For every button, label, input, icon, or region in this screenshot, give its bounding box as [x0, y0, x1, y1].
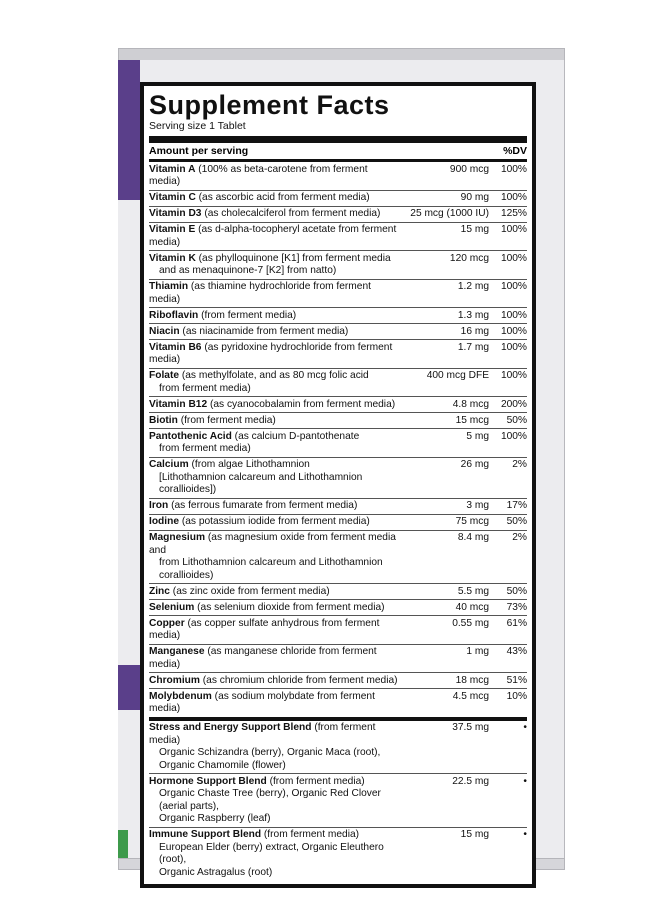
nutrient-row — [149, 515, 527, 531]
nutrient-source-cont: from Lithothamnion calcareum and Lithothamnion corallioides) — [159, 557, 383, 581]
nutrient-dv: 100% — [500, 163, 527, 175]
nutrient-name-cell — [149, 516, 403, 529]
nutrient-name: Iodine — [149, 516, 179, 527]
nutrient-name-cell — [149, 399, 403, 412]
nutrient-source: (as potassium iodide from ferment media) — [181, 516, 370, 527]
nutrient-name-cell — [149, 459, 403, 497]
nutrient-amount: 900 mcg — [449, 163, 489, 175]
nutrient-dv: 100% — [500, 430, 527, 442]
blend-dv: • — [523, 829, 527, 840]
nutrient-dv: 43% — [506, 646, 527, 657]
nutrient-row — [149, 689, 527, 721]
blend-source: (from ferment media) — [263, 829, 360, 840]
blend-source: (from ferment media) — [269, 775, 365, 787]
blend-ingredients: Organic Chaste Tree (berry), Organic Red Clover (aerial parts), — [159, 788, 381, 812]
nutrient-name-cell — [149, 646, 403, 671]
blend-ingredients-cont: Organic Raspberry (leaf) — [159, 813, 271, 824]
nutrient-row — [149, 280, 527, 309]
blend-source: (from ferment media) — [149, 722, 376, 746]
nutrient-row — [149, 369, 527, 398]
nutrient-dv: 50% — [506, 516, 527, 527]
nutrient-row — [149, 308, 527, 324]
nutrient-source: (as methylfolate, and as 80 mcg folic acid — [181, 370, 369, 381]
nutrient-source: (100% as beta-carotene from ferment media) — [149, 163, 368, 187]
purple-brand-band — [118, 60, 140, 860]
nutrient-name: Folate — [149, 370, 180, 381]
nutrient-amount: 40 mcg — [455, 601, 489, 613]
nutrient-source: (from ferment media) — [201, 309, 297, 321]
nutrient-name: Riboflavin — [149, 309, 199, 321]
nutrient-source: (as magnesium oxide from ferment media and — [149, 532, 396, 556]
nutrient-name: Magnesium — [149, 532, 206, 543]
nutrient-name-cell — [149, 691, 403, 716]
nutrient-row — [149, 223, 527, 252]
nutrient-dv: 51% — [506, 674, 527, 686]
nutrient-dv: 100% — [500, 192, 527, 203]
nutrient-dv: 10% — [506, 690, 527, 702]
nutrient-dv: 17% — [506, 500, 527, 511]
nutrient-name-cell — [149, 602, 403, 615]
nutrient-amount: 15 mcg — [455, 414, 489, 426]
nutrient-amount: 15 mg — [460, 224, 489, 235]
nutrient-name-cell — [149, 224, 403, 249]
nutrient-dv: 61% — [506, 617, 527, 629]
blend-ingredients: European Elder (berry) extract, Organic Eleuthero (root), — [159, 841, 384, 865]
blend-name-cell — [149, 829, 403, 879]
nutrient-amount: 5 mg — [466, 430, 489, 442]
nutrient-row — [149, 600, 527, 616]
nutrient-dv: 100% — [500, 370, 527, 381]
blend-row — [149, 721, 527, 775]
nutrient-source-cont: from ferment media) — [159, 443, 251, 454]
nutrient-name-cell — [149, 586, 403, 599]
blend-name: Immune Support Blend — [149, 829, 262, 840]
nutrient-name-cell — [149, 164, 403, 189]
blend-ingredients: Organic Schizandra (berry), Organic Maca (root), Organic Chamomile (flower) — [159, 747, 381, 771]
nutrient-source-cont: [Lithothamnion calcareum and Lithothamnion corallioides]) — [159, 471, 363, 495]
blend-name: Hormone Support Blend — [149, 775, 267, 787]
nutrient-name-cell — [149, 500, 403, 513]
nutrient-source: (as thiamine hydrochloride from ferment media) — [149, 281, 371, 305]
nutrient-amount: 16 mg — [460, 325, 489, 337]
nutrient-dv: 50% — [506, 414, 527, 426]
nutrient-name: Selenium — [149, 601, 195, 613]
nutrient-name: Manganese — [149, 646, 205, 657]
nutrient-name-cell — [149, 618, 403, 643]
nutrient-name: Chromium — [149, 674, 200, 686]
nutrient-name: Vitamin C — [149, 192, 196, 203]
nutrient-name: Niacin — [149, 325, 180, 337]
nutrient-dv: 100% — [500, 325, 527, 337]
blend-name-cell — [149, 776, 403, 826]
nutrient-source: (from algae Lithothamnion — [191, 459, 310, 470]
nutrient-source: (as ascorbic acid from ferment media) — [198, 192, 370, 203]
nutrient-dv: 100% — [500, 252, 527, 264]
panel-title: Supplement Facts — [149, 90, 390, 120]
nutrient-amount: 26 mg — [460, 459, 489, 470]
amount-header: Amount per serving — [149, 145, 249, 157]
nutrient-source: (as cyanocobalamin from ferment media) — [209, 398, 396, 410]
nutrient-amount: 4.5 mcg — [452, 690, 489, 702]
nutrient-row — [149, 162, 527, 191]
nutrient-source: (as copper sulfate anhydrous from ferment media) — [149, 617, 380, 641]
nutrient-name-cell — [149, 310, 403, 323]
nutrient-name: Molybdenum — [149, 690, 212, 702]
nutrient-list — [149, 162, 527, 721]
nutrient-row — [149, 429, 527, 458]
nutrient-name-cell — [149, 532, 403, 582]
nutrient-name-cell — [149, 253, 403, 278]
nutrient-dv: 100% — [500, 281, 527, 292]
nutrient-row — [149, 324, 527, 340]
nutrient-name-cell — [149, 281, 403, 306]
nutrient-name-cell — [149, 370, 403, 395]
nutrient-dv: 100% — [500, 309, 527, 321]
nutrient-name: Vitamin K — [149, 252, 196, 264]
nutrient-row — [149, 531, 527, 585]
nutrient-name-cell — [149, 415, 403, 428]
nutrient-dv: 200% — [500, 398, 527, 410]
blend-name: Stress and Energy Support Blend — [149, 722, 312, 733]
nutrient-amount: 1.2 mg — [457, 281, 489, 292]
blend-amount: 37.5 mg — [452, 722, 489, 733]
nutrient-dv: 100% — [500, 341, 527, 353]
serving-size: Serving size 1 Tablet — [149, 120, 527, 143]
nutrient-name: Iron — [149, 500, 169, 511]
nutrient-amount: 1.3 mg — [457, 309, 489, 321]
nutrient-dv: 100% — [500, 224, 527, 235]
nutrient-dv: 2% — [512, 532, 527, 543]
blend-name-cell — [149, 722, 403, 772]
nutrient-source: (as zinc oxide from ferment media) — [172, 585, 330, 597]
nutrient-name: Vitamin B12 — [149, 398, 208, 410]
nutrient-name-cell — [149, 192, 403, 205]
nutrient-name-cell — [149, 326, 403, 339]
nutrient-source: (as ferrous fumarate from ferment media) — [171, 500, 358, 511]
nutrient-dv: 125% — [500, 208, 527, 219]
nutrient-dv: 2% — [512, 459, 527, 470]
nutrient-name: Zinc — [149, 585, 170, 597]
nutrient-name-cell — [149, 431, 403, 456]
nutrient-name-cell — [149, 342, 403, 367]
nutrient-amount: 400 mcg DFE — [426, 370, 489, 381]
nutrient-amount: 1.7 mg — [457, 341, 489, 353]
nutrient-row — [149, 340, 527, 369]
nutrient-source: (as d-alpha-tocopheryl acetate from ferment media) — [149, 224, 397, 248]
nutrient-source: (as niacinamide from ferment media) — [182, 325, 349, 337]
nutrient-row — [149, 397, 527, 413]
nutrient-name: Copper — [149, 617, 185, 629]
nutrient-row — [149, 251, 527, 280]
nutrient-row — [149, 584, 527, 600]
nutrient-row — [149, 191, 527, 207]
blend-dv: • — [523, 722, 527, 733]
blend-row — [149, 774, 527, 828]
nutrient-row — [149, 458, 527, 499]
nutrient-amount: 1 mg — [466, 646, 489, 657]
nutrient-dv: 73% — [506, 601, 527, 613]
nutrient-name-cell — [149, 208, 403, 221]
nutrient-row — [149, 499, 527, 515]
nutrient-amount: 75 mcg — [455, 516, 489, 527]
table-header — [149, 143, 527, 162]
nutrient-amount: 0.55 mg — [452, 617, 489, 629]
nutrient-source: (from ferment media) — [180, 414, 276, 426]
nutrient-source: (as manganese chloride from ferment media) — [149, 646, 377, 670]
nutrient-source-cont: from ferment media) — [159, 382, 251, 394]
nutrient-row — [149, 207, 527, 223]
nutrient-name: Calcium — [149, 459, 189, 470]
nutrient-name-cell — [149, 675, 403, 688]
nutrient-row — [149, 413, 527, 429]
nutrient-source: (as selenium dioxide from ferment media) — [197, 601, 385, 613]
nutrient-amount: 18 mcg — [455, 674, 489, 686]
nutrient-amount: 8.4 mg — [457, 532, 489, 543]
nutrient-source: (as pyridoxine hydrochloride from ferment media) — [149, 341, 393, 365]
dv-header: %DV — [503, 145, 527, 157]
blend-amount: 15 mg — [460, 829, 489, 840]
nutrient-amount: 25 mcg (1000 IU) — [410, 208, 489, 219]
nutrient-name: Vitamin D3 — [149, 208, 202, 219]
nutrient-dv: 50% — [506, 585, 527, 597]
supplement-facts-panel — [140, 82, 536, 888]
nutrient-name: Thiamin — [149, 281, 189, 292]
nutrient-amount: 4.8 mcg — [452, 398, 489, 410]
blend-amount: 22.5 mg — [452, 775, 489, 787]
nutrient-source-cont: and as menaquinone-7 [K2] from natto) — [159, 265, 337, 276]
nutrient-source: (as calcium D-pantothenate — [234, 430, 360, 442]
blend-dv: • — [523, 775, 527, 787]
nutrient-amount: 120 mcg — [449, 252, 489, 264]
nutrient-row — [149, 645, 527, 674]
nutrient-name: Biotin — [149, 414, 178, 426]
nutrient-source: (as cholecalciferol from ferment media) — [204, 208, 381, 219]
nutrient-row — [149, 673, 527, 689]
nutrient-row — [149, 616, 527, 645]
blend-list — [149, 721, 527, 881]
nutrient-source: (as phylloquinone [K1] from ferment media — [198, 252, 391, 264]
nutrient-amount: 3 mg — [466, 500, 489, 511]
green-brand-mark — [118, 830, 128, 858]
nutrient-name: Pantothenic Acid — [149, 430, 232, 442]
nutrient-name: Vitamin B6 — [149, 341, 202, 353]
nutrient-amount: 5.5 mg — [457, 585, 489, 597]
nutrient-source: (as chromium chloride from ferment media) — [202, 674, 398, 686]
blend-row — [149, 828, 527, 881]
blend-ingredients-cont: Organic Astragalus (root) — [159, 866, 273, 878]
nutrient-source: (as sodium molybdate from ferment media) — [149, 690, 375, 714]
nutrient-name: Vitamin A — [149, 163, 196, 175]
nutrient-name: Vitamin E — [149, 224, 196, 235]
nutrient-amount: 90 mg — [460, 192, 489, 203]
